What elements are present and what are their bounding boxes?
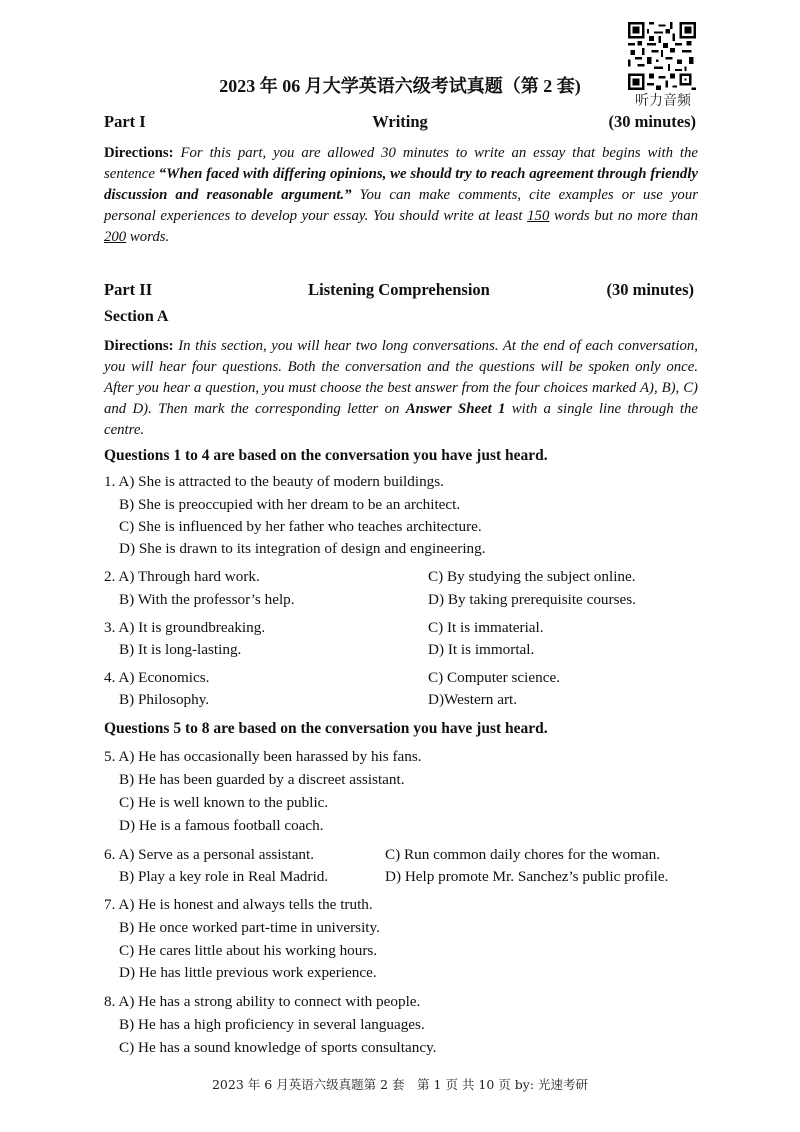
directions-text: words. bbox=[126, 229, 170, 245]
question-3-option-a[interactable]: 3. A) It is groundbreaking. bbox=[104, 619, 266, 636]
question-1-option-d[interactable]: D) She is drawn to its integration of design and engineering. bbox=[119, 540, 486, 557]
question-4-option-d[interactable]: D)Western art. bbox=[428, 691, 518, 708]
directions-text: In this section, you will hear two long conversations. At the end of each conversation, you will hear four questions. Both the conversation and the questions will be spoken only once. After you hear a question, you must choose the best answer from the four choices marked A), B), C) and D). Then mark the corresponding letter on bbox=[104, 338, 698, 417]
question-7-option-a[interactable]: 7. A) He is honest and always tells the truth. bbox=[104, 896, 373, 913]
part2-directions bbox=[104, 336, 698, 441]
question-6-option-c[interactable]: C) Run common daily chores for the woman. bbox=[385, 846, 661, 863]
question-5-option-a[interactable]: 5. A) He has occasionally been harassed by his fans. bbox=[104, 748, 422, 765]
directions-text: words but no more than bbox=[549, 208, 698, 224]
directions-text: with a single line through the centre. bbox=[104, 401, 699, 438]
question-4-option-a[interactable]: 4. A) Economics. bbox=[104, 669, 210, 686]
directions-text: You can make comments, cite examples or use your personal experiences to develop your essay. You should write at least bbox=[104, 187, 698, 224]
question-2-option-d[interactable]: D) By taking prerequisite courses. bbox=[428, 591, 636, 608]
question-2-option-b[interactable]: B) With the professor’s help. bbox=[119, 591, 295, 608]
question-3-option-b[interactable]: B) It is long-lasting. bbox=[119, 641, 242, 658]
question-4-option-c[interactable]: C) Computer science. bbox=[428, 669, 561, 686]
part2-header bbox=[104, 280, 694, 304]
qr-caption: 听力音频 bbox=[635, 93, 691, 109]
question-8-option-a[interactable]: 8. A) He has a strong ability to connect with people. bbox=[104, 993, 421, 1010]
part1-directions bbox=[104, 143, 698, 248]
question-1-option-c[interactable]: C) She is influenced by her father who teaches architecture. bbox=[119, 518, 482, 535]
directions-text: For this part, you are allowed 30 minutes to write an essay that begins with the sentence bbox=[104, 145, 698, 182]
page-title: 2023 年 06 月大学英语六级考试真题（第 2 套) bbox=[219, 76, 581, 96]
question-7-option-c[interactable]: C) He cares little about his working hours. bbox=[119, 942, 378, 959]
question-5-option-d[interactable]: D) He is a famous football coach. bbox=[119, 817, 324, 834]
section-a-heading: Section A bbox=[104, 308, 169, 325]
question-6-option-b[interactable]: B) Play a key role in Real Madrid. bbox=[119, 868, 329, 885]
question-2-option-c[interactable]: C) By studying the subject online. bbox=[428, 568, 636, 585]
max-words: 200 bbox=[104, 229, 127, 245]
part2-label: Part II bbox=[104, 280, 153, 299]
part1-header bbox=[104, 112, 696, 136]
directions-lead: Directions: bbox=[104, 145, 174, 161]
part2-name: Listening Comprehension bbox=[308, 280, 490, 299]
question-3-option-c[interactable]: C) It is immaterial. bbox=[428, 619, 544, 636]
question-1-option-b[interactable]: B) She is preoccupied with her dream to be an architect. bbox=[119, 496, 461, 513]
directions-lead: Directions: bbox=[104, 338, 174, 354]
part2-time: (30 minutes) bbox=[606, 280, 694, 299]
question-7-option-d[interactable]: D) He has little previous work experience. bbox=[119, 964, 377, 981]
question-6-option-a[interactable]: 6. A) Serve as a personal assistant. bbox=[104, 846, 315, 863]
question-2-option-a[interactable]: 2. A) Through hard work. bbox=[104, 568, 260, 585]
answer-sheet-ref: Answer Sheet 1 bbox=[405, 401, 506, 417]
question-group-heading: Questions 5 to 8 are based on the conversation you have just heard. bbox=[104, 720, 548, 737]
question-3-option-d[interactable]: D) It is immortal. bbox=[428, 641, 535, 658]
min-words: 150 bbox=[527, 208, 550, 224]
question-5-option-c[interactable]: C) He is well known to the public. bbox=[119, 794, 329, 811]
question-4-option-b[interactable]: B) Philosophy. bbox=[119, 691, 210, 708]
question-5-option-b[interactable]: B) He has been guarded by a discreet assistant. bbox=[119, 771, 405, 788]
question-8-option-c[interactable]: C) He has a sound knowledge of sports consultancy. bbox=[119, 1039, 437, 1056]
question-1-option-a[interactable]: 1. A) She is attracted to the beauty of modern buildings. bbox=[104, 473, 444, 490]
question-8-option-b[interactable]: B) He has a high proficiency in several languages. bbox=[119, 1016, 425, 1033]
question-7-option-b[interactable]: B) He once worked part-time in university. bbox=[119, 919, 380, 936]
page-footer: 2023 年 6 月英语六级真题第 2 套 第 1 页 共 10 页 by: 光速考研 bbox=[211, 1077, 589, 1092]
part1-label: Part I bbox=[104, 112, 146, 131]
part1-name: Writing bbox=[372, 112, 428, 131]
part1-time: (30 minutes) bbox=[608, 112, 696, 131]
question-group-heading: Questions 1 to 4 are based on the conversation you have just heard. bbox=[104, 447, 548, 464]
question-6-option-d[interactable]: D) Help promote Mr. Sanchez’s public profile. bbox=[385, 868, 669, 885]
essay-prompt: “When faced with differing opinions, we should try to reach agreement through friendly discussion and reasonable argument.” bbox=[104, 166, 699, 203]
